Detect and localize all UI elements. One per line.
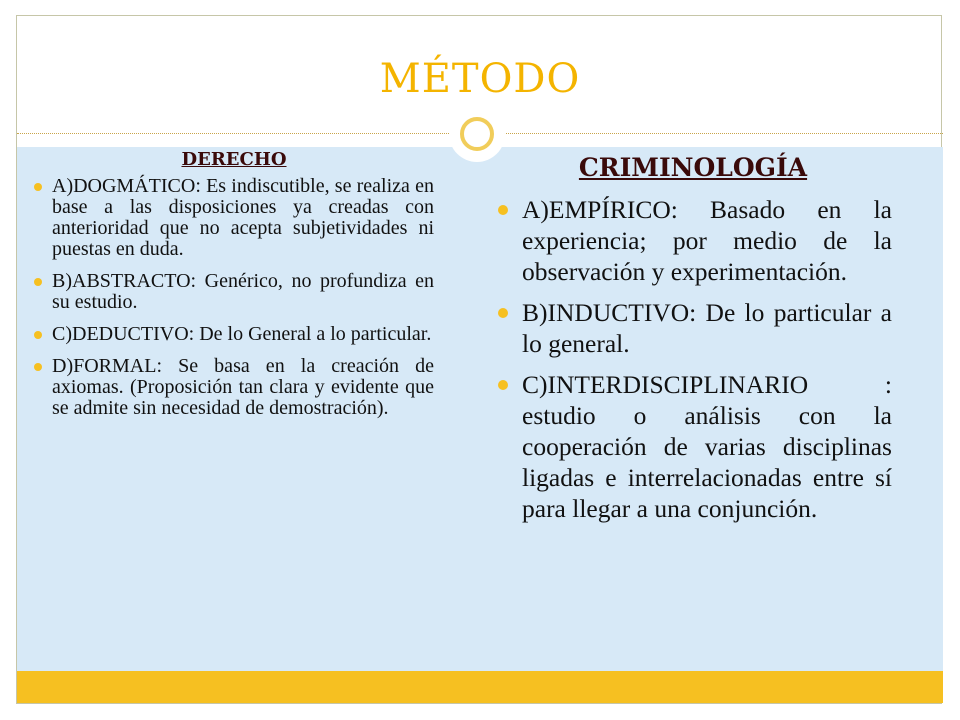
derecho-list bbox=[34, 176, 434, 419]
criminologia-column bbox=[494, 153, 892, 534]
bullet-icon bbox=[34, 278, 42, 286]
bullet-icon bbox=[34, 183, 42, 191]
list-item bbox=[34, 271, 434, 313]
bullet-icon bbox=[34, 363, 42, 371]
list-item bbox=[34, 356, 434, 419]
list-item bbox=[34, 176, 434, 260]
list-item-text: B)INDUCTIVO: De lo particular a lo general. bbox=[522, 298, 892, 358]
slide-title: MÉTODO bbox=[379, 56, 581, 102]
list-item bbox=[494, 297, 892, 359]
list-item-text: A)DOGMÁTICO: Es indiscutible, se realiza en base a las disposiciones ya creadas con anterioridad que no acepta subjetividades ni puestas en duda. bbox=[52, 175, 434, 260]
list-item-text: D)FORMAL: Se basa en la creación de axiomas. (Proposición tan clara y evidente que se admite sin necesidad de demostración). bbox=[52, 355, 434, 419]
bullet-icon bbox=[498, 205, 508, 215]
list-item bbox=[494, 194, 892, 287]
bullet-icon bbox=[498, 308, 508, 318]
divider-ring-icon bbox=[460, 117, 494, 151]
bottom-accent-bar bbox=[17, 671, 943, 703]
list-item-text: B)ABSTRACTO: Genérico, no profundiza en su estudio. bbox=[52, 270, 434, 313]
derecho-column bbox=[34, 143, 434, 430]
bullet-icon bbox=[34, 331, 42, 339]
criminologia-list bbox=[494, 194, 892, 524]
list-item bbox=[494, 369, 892, 524]
list-item-text: C)DEDUCTIVO: De lo General a lo particular. bbox=[52, 323, 432, 345]
list-item bbox=[34, 324, 434, 345]
derecho-heading: DERECHO bbox=[181, 149, 287, 170]
criminologia-heading: CRIMINOLOGÍA bbox=[578, 153, 808, 182]
list-item-text: C)INTERDISCIPLINARIO : estudio o análisis con la cooperación de varias disciplinas ligadas e interrelacionadas entre sí para llegar a una conjunción. bbox=[522, 370, 892, 523]
list-item-text: A)EMPÍRICO: Basado en la experiencia; por medio de la observación y experimentación. bbox=[522, 195, 892, 286]
bullet-icon bbox=[498, 380, 508, 390]
